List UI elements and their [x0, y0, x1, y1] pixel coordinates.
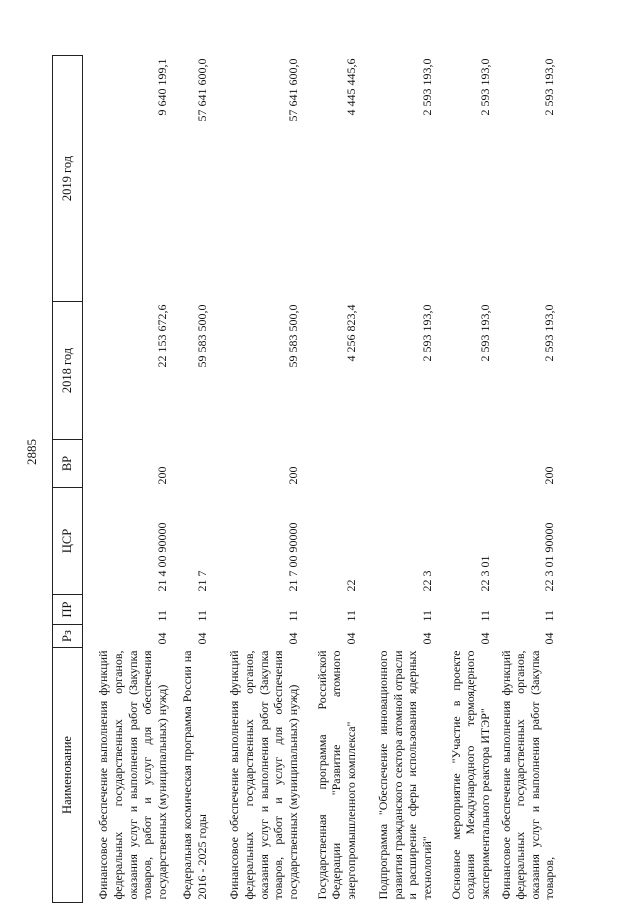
table-row: [497, 56, 562, 903]
row-pr: 11: [285, 609, 300, 622]
row-name: Федеральная космическая программа России на 2016 - 2025 годы: [180, 650, 209, 900]
row-vr: [439, 440, 497, 488]
header-pr: ПР: [53, 595, 83, 625]
row-2018: 22 153 672,6: [154, 304, 169, 368]
row-rz: 04: [194, 632, 209, 645]
header-2019: 2019 год: [53, 56, 83, 302]
row-rz: 04: [419, 632, 434, 645]
row-name: Подпрограмма "Обеспечение инновационного развития гражданского сектора атомной отрасли и расширение сферы использования ядерных технологий": [376, 650, 434, 900]
table-row: [83, 56, 174, 903]
row-2019: 4 445 445,6: [343, 58, 358, 116]
row-pr: 11: [477, 609, 492, 622]
row-vr: 200: [154, 466, 169, 485]
header-name: Наименование: [53, 648, 83, 903]
header-2018: 2018 год: [53, 302, 83, 440]
row-rz: 04: [285, 632, 300, 645]
row-vr: 200: [285, 466, 300, 485]
row-2019: 2 593 193,0: [542, 58, 557, 116]
table-row: [214, 56, 305, 903]
row-csr: 22: [343, 579, 358, 592]
row-vr: 200: [542, 466, 557, 485]
row-pr: 11: [154, 609, 169, 622]
row-pr: 11: [419, 609, 434, 622]
row-2019: 57 641 600,0: [194, 58, 209, 122]
page-number-container: [22, 432, 42, 472]
row-rz: 04: [477, 632, 492, 645]
row-2019: 2 593 193,0: [477, 58, 492, 116]
row-csr: 22 3: [419, 570, 434, 592]
row-name: Основное мероприятие "Участие в проекте создания Международного термоядерного экспериментального реактора ИТЭР": [448, 650, 492, 900]
row-pr: 11: [343, 609, 358, 622]
row-2018: 2 593 193,0: [419, 304, 434, 362]
row-2019: 9 640 199,1: [154, 58, 169, 116]
page-number: 2885: [24, 439, 39, 465]
table-row: [305, 56, 363, 903]
row-name: Финансовое обеспечение выполнения функций федеральных государственных органов, оказания услуг и выполнения работ (Закупка товаров, работ и услуг для обеспечения государственных (муниципальных) нужд): [227, 650, 300, 900]
row-vr: [174, 440, 214, 488]
row-pr: 11: [194, 609, 209, 622]
row-vr: [305, 440, 363, 488]
budget-table: [52, 55, 561, 903]
row-rz: 04: [542, 632, 557, 645]
row-2018: 59 583 500,0: [285, 304, 300, 368]
row-csr: 21 4 00 90000: [154, 522, 169, 592]
row-2019: 57 641 600,0: [285, 58, 300, 122]
row-name: Финансовое обеспечение выполнения функций федеральных государственных органов, оказания услуг и выполнения работ (Закупка товаров,: [498, 650, 557, 900]
header-vr: ВР: [53, 440, 83, 488]
row-name: Финансовое обеспечение выполнения функций федеральных государственных органов, оказания услуг и выполнения работ (Закупка товаров, работ и услуг для обеспечения государственных (муниципальных) нужд): [96, 650, 169, 900]
table-row: [363, 56, 439, 903]
rotated-table-container: [52, 56, 602, 903]
row-2018: 2 593 193,0: [542, 304, 557, 362]
row-csr: 21 7: [194, 570, 209, 592]
row-2018: 4 256 823,4: [343, 304, 358, 362]
row-name: Государственная программа Российской Федерации "Развитие атомного энергопромышленного комплекса": [314, 650, 358, 900]
row-2018: 2 593 193,0: [477, 304, 492, 362]
table-row: [174, 56, 214, 903]
row-rz: 04: [154, 632, 169, 645]
table-row: [439, 56, 497, 903]
header-csr: ЦСР: [53, 488, 83, 595]
row-csr: 22 3 01: [477, 555, 492, 592]
table-header-row: [53, 56, 83, 903]
row-pr: 11: [542, 609, 557, 622]
row-csr: 22 3 01 90000: [542, 522, 557, 592]
row-csr: 21 7 00 90000: [285, 522, 300, 592]
header-rz: Рз: [53, 625, 83, 648]
row-2019: 2 593 193,0: [419, 58, 434, 116]
row-rz: 04: [343, 632, 358, 645]
row-2018: 59 583 500,0: [194, 304, 209, 368]
row-vr: [363, 440, 439, 488]
